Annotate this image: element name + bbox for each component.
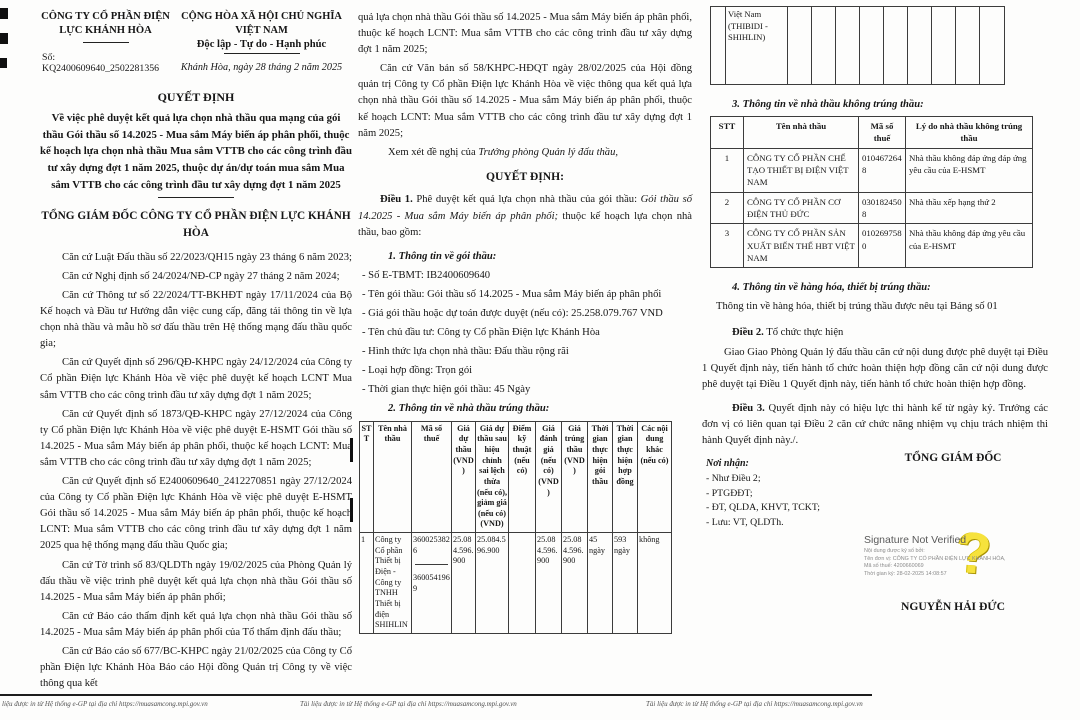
signature-question-mark-icon: ? — [953, 519, 994, 588]
package-info-line: - Tên gói thầu: Gói thầu số 14.2025 - Mua sắm Máy biến áp phân phối — [362, 288, 662, 300]
article-2-label: Điều 2. — [732, 327, 764, 339]
article-3-text: Quyết định này có hiệu lực thi hành kể từ ngày ký. Trưởng các đơn vị có liên quan tại Điều 2 căn cứ chức năng nhiệm vụ chịu trách nhiệm thi hành Quyết định này./. — [702, 402, 1049, 446]
table-header-row — [360, 421, 672, 533]
table-row — [711, 148, 1033, 192]
winning-bidder-table — [359, 421, 672, 634]
col-header: Tên nhà thầu — [744, 117, 859, 149]
cell-contract-duration: 593 ngày — [613, 533, 638, 634]
cell-empty — [980, 7, 1005, 85]
article-3 — [702, 401, 1048, 449]
cell-tax-code: 0102697580 — [859, 224, 906, 268]
cell-evaluated-price: 25.084.596.900 — [536, 533, 562, 634]
cell-stt: 1 — [711, 148, 744, 192]
page-bottom-edge — [0, 694, 872, 696]
col-header: Điểm kỹ thuật (nếu có) — [509, 421, 536, 533]
scan-artifact — [0, 58, 7, 68]
cell-tax-codes — [412, 533, 452, 634]
cell-empty — [836, 7, 860, 85]
cell-tax-code: 0301824508 — [859, 192, 906, 224]
recipients-block — [706, 458, 856, 531]
scan-artifact — [0, 33, 8, 44]
signer-title: TỔNG GIÁM ĐỐC — [904, 452, 1002, 464]
recipient-line: - Như Điều 2; — [706, 473, 761, 484]
consideration-role: Trưởng phòng Quản lý đấu thầu, — [478, 146, 619, 158]
tax-code-2: 3600541969 — [413, 573, 450, 594]
article-1 — [358, 192, 692, 240]
recipient-line: - ĐT, QLDA, KHVT, TCKT; — [706, 502, 821, 514]
package-info-line: - Số E-TBMT: IB2400609640 — [362, 269, 491, 281]
cell-tax-code: 0104672648 — [859, 148, 906, 192]
cell-reason: Nhà thầu không đáp ứng yêu cầu của E-HSMT — [906, 224, 1033, 268]
citation-paragraph: Căn cứ Quyết định số 1873/QĐ-KHPC ngày 27/12/2024 của Công ty Cổ phần Điện lực Khánh Hòa về việc phê duyệt E-HSMT Gói thầu số 14.2025 - Mua sắm Máy biến áp phân phối, thuộc kế hoạch LCNT: Mua sắm VTTB cho các công trình đầu tư xây dựng đợt 1 năm 2025; — [40, 408, 352, 468]
cell-empty — [860, 7, 884, 85]
signature-detail: Thời gian ký: 28-02-2025 14:08:57 — [864, 570, 947, 577]
tax-code-1: 3600253826 — [413, 535, 450, 555]
citation-paragraph: Căn cứ Quyết định số 296/QĐ-KHPC ngày 24/12/2024 của Công ty Cổ phần Điện lực Khánh Hòa về việc phê duyệt kế hoạch LCNT Mua sắm VTTB cho các công trình đầu tư xây dựng đợt 1 năm 2025; — [40, 357, 352, 401]
cell-bidder-name: CÔNG TY CỔ PHẦN SẢN XUẤT BIẾN THẾ HBT VIỆT NAM — [744, 224, 859, 268]
citation-paragraph: Căn cứ Luật Đấu thầu số 22/2023/QH15 ngày 23 tháng 6 năm 2023; — [62, 251, 352, 263]
citation-paragraph: Căn cứ Nghị định số 24/2024/NĐ-CP ngày 27 tháng 2 năm 2024; — [62, 270, 340, 282]
cell-bidder-name: CÔNG TY CỔ PHẦN CHẾ TẠO THIẾT BỊ ĐIỆN VIỆT NAM — [744, 148, 859, 192]
package-info-line: - Loại hợp đồng: Trọn gói — [362, 365, 473, 377]
digital-signature-stamp — [864, 519, 1042, 588]
page-footer: liệu được in từ Hệ thống e-GP tại địa chỉ https://muasamcong.mpi.gov.vn — [2, 700, 208, 708]
cell-stt: 1 — [360, 533, 374, 634]
table-row — [360, 533, 672, 634]
cell-bidder-name: Công ty Cổ phần Thiết bị Điện - Công ty TNHH Thiết bị điện SHIHLIN — [374, 533, 412, 634]
package-info-line: - Thời gian thực hiện gói thầu: 45 Ngày — [362, 384, 531, 396]
section-1-heading: 1. Thông tin về gói thầu: — [388, 250, 497, 262]
citation-paragraph: Căn cứ Báo cáo số 677/BC-KHPC ngày 21/02/2025 của Công ty Cổ phần Điện lực Khánh Hòa Báo cáo Hội đồng Quản trị Công ty về việc thông qua kết — [40, 645, 352, 690]
signature-detail: Nội dung được ký số bởi: — [864, 548, 925, 554]
cell-corrected-price: 25.084.596.900 — [476, 533, 509, 634]
section-3-heading: 3. Thông tin về nhà thầu không trúng thầu: — [732, 99, 924, 110]
signature-status: Signature Not Verified — [864, 534, 967, 546]
signature-detail: Tên đơn vị: CÔNG TY CỔ PHẦN ĐIỆN LỰC KHÁNH HÒA, — [864, 555, 1006, 562]
cell-empty — [711, 7, 726, 85]
cell-empty — [908, 7, 932, 85]
cell-package-duration: 45 ngày — [588, 533, 613, 634]
signature-detail: Mã số thuế: 4200660069 — [864, 563, 924, 570]
article-2-title — [702, 325, 1048, 341]
decide-heading: QUYẾT ĐỊNH: — [485, 169, 565, 183]
page-footer: Tài liệu được in từ Hệ thống e-GP tại địa chỉ https://muasamcong.mpi.gov.vn — [300, 700, 517, 708]
table-row — [711, 192, 1033, 224]
col-header: Mã số thuế — [412, 421, 452, 533]
table-row — [711, 224, 1033, 268]
decision-title: QUYẾT ĐỊNH — [157, 89, 235, 104]
decision-subject: Về việc phê duyệt kết quả lựa chọn nhà thầu qua mạng của gói thầu Gói thầu số 14.2025 - Mua sắm Máy biến áp phân phối, thuộc kế hoạch lựa chọn nhà thầu Mua sắm VTTB cho các công trình đầu tư xây dựng đợt 1 năm 2025, thuộc dự án/dự toán mua sắm Mua sắm VTTB cho các công trình đầu tư xây dựng đợt 1 năm 2025 — [40, 111, 352, 191]
article-3-label: Điều 3. — [732, 402, 765, 414]
cell-stt: 3 — [711, 224, 744, 268]
cell-empty — [884, 7, 908, 85]
col-header: Thời gian thực hiện gói thầu — [588, 421, 613, 533]
col-header: STT — [360, 421, 374, 533]
citation-paragraph: Căn cứ Báo cáo thẩm định kết quả lựa chọn nhà thầu Gói thầu số 14.2025 - Mua sắm Máy biến áp phân phối của Tổ thẩm định đấu thầu; — [40, 610, 352, 638]
cell-bid-price: 25.084.596.900 — [452, 533, 476, 634]
cell-empty — [788, 7, 812, 85]
col-header: Giá trúng thầu (VND) — [562, 421, 588, 533]
signer-name: NGUYỄN HẢI ĐỨC — [901, 600, 1005, 613]
recipient-line: - PTGĐĐT; — [706, 487, 753, 499]
table-header-row — [711, 117, 1033, 149]
consideration-line — [358, 145, 692, 161]
divider — [224, 53, 300, 54]
article-1-label: Điều 1. — [380, 194, 413, 206]
page-footer: Tài liệu được in từ Hệ thống e-GP tại địa chỉ https://muasamcong.mpi.gov.vn — [646, 700, 863, 708]
package-info-line: - Tên chủ đầu tư: Công ty Cổ phần Điện lực Khánh Hòa — [362, 327, 600, 339]
continuation-paragraph: quả lựa chọn nhà thầu Gói thầu số 14.2025 - Mua sắm Máy biến áp phân phối, thuộc kế hoạch LCNT: Mua sắm VTTB cho các công trình đầu tư xây dựng đợt 1 năm 2025; — [358, 12, 692, 56]
unsuccessful-bidders-table — [710, 116, 1033, 268]
cell-empty — [932, 7, 956, 85]
article-1-package-name: Gói thầu số 14.2025 - Mua sắm Máy biến áp phân phối; — [358, 194, 692, 222]
consideration-text: Xem xét đề nghị của — [388, 146, 479, 158]
article-2-body: Giao Giao Phòng Quản lý đấu thầu căn cứ nội dung được phê duyệt tại Điều 1 Quyết định này, tiến hành tổ chức hoàn thiện hợp đồng căn cứ nội dung được phê duyệt tại Điều 1 Quyết định này, tiến hành tổ chức hoàn thiện hợp đồng. — [702, 346, 1048, 390]
col-header: Thời gian thực hiện hợp đồng — [613, 421, 638, 533]
place-and-date: Khánh Hòa, ngày 28 tháng 2 năm 2025 — [180, 62, 343, 74]
page-3 — [702, 0, 1049, 613]
cell-winning-price: 25.084.596.900 — [562, 533, 588, 634]
national-motto-line2: Độc lập - Tự do - Hạnh phúc — [196, 39, 327, 51]
recipient-line: - Lưu: VT, QLDTh. — [706, 517, 784, 529]
section-2-heading: 2. Thông tin về nhà thầu trúng thầu: — [388, 403, 550, 415]
closing-block — [706, 452, 1046, 692]
cell-other: không — [638, 533, 672, 634]
winning-bidder-table-continuation — [710, 6, 1005, 85]
article-1-tail: thuộc kế hoạch lựa chọn nhà thầu, bao gồm: — [358, 210, 692, 238]
page-1 — [40, 0, 352, 695]
cell-reason: Nhà thầu xếp hạng thứ 2 — [906, 192, 1033, 224]
section-4-text: Thông tin về hàng hóa, thiết bị trúng thầu được nêu tại Bảng số 01 — [716, 301, 998, 313]
page-2 — [358, 0, 692, 634]
citation-paragraph: Căn cứ Quyết định số E2400609640_2412270851 ngày 27/12/2024 của Công ty Cổ phần Điện lực Khánh Hòa về việc phê duyệt E-HSMT Gói thầu số 14.2025 - Mua sắm Máy biến áp phân phối, thuộc kế hoạch LCNT: Mua sắm VTTB cho các công trình đầu tư xây dựng đợt 1 năm 2025 qua hệ thống mạng đấu thầu Quốc gia; — [40, 476, 352, 552]
cell-stt: 2 — [711, 192, 744, 224]
citation-paragraph: Căn cứ Tờ trình số 83/QLDTh ngày 19/02/2025 của Phòng Quản lý đấu thầu về việc trình phê duyệt kết quả lựa chọn nhà thầu Gói thầu số 14.2025 - Mua sắm Máy biến áp phân phối; — [40, 559, 352, 603]
article-2-title-text: Tổ chức thực hiện — [763, 327, 844, 339]
table-row — [711, 7, 1005, 85]
col-header: Giá đánh giá (nếu có) (VND) — [536, 421, 562, 533]
document-number: Số: KQ2400609640_2502281356 — [42, 51, 160, 74]
divider — [415, 564, 448, 565]
cell-empty — [956, 7, 980, 85]
scan-artifact — [0, 8, 8, 19]
recipients-heading: Nơi nhận: — [706, 458, 749, 469]
col-header: Giá dự thầu (VND) — [452, 421, 476, 533]
col-header: Giá dự thầu sau hiệu chỉnh sai lệch thừa (nếu có), giảm giá (nếu có) (VND) — [476, 421, 509, 533]
package-info-line: - Giá gói thầu hoặc dự toán được duyệt (nếu có): 25.258.079.767 VND — [362, 308, 663, 320]
issuing-org-name: CÔNG TY CỔ PHẦN ĐIỆN LỰC KHÁNH HÒA — [41, 11, 170, 37]
national-motto-line1: CỘNG HÒA XÃ HỘI CHỦ NGHĨA VIỆT NAM — [181, 11, 342, 37]
col-header: Các nội dung khác (nếu có) — [638, 421, 672, 533]
col-header: Lý do nhà thầu không trúng thầu — [906, 117, 1033, 149]
section-4-heading: 4. Thông tin về hàng hóa, thiết bị trúng thầu: — [732, 282, 931, 294]
col-header: STT — [711, 117, 744, 149]
col-header: Tên nhà thầu — [374, 421, 412, 533]
cell-empty — [812, 7, 836, 85]
cell-reason: Nhà thầu không đáp ứng đáp ứng yêu cầu của E-HSMT — [906, 148, 1033, 192]
document-header — [40, 10, 352, 74]
divider — [83, 42, 129, 43]
cell-bidder-name-continuation: Việt Nam (THIBIDI - SHIHLIN) — [726, 7, 788, 85]
citation-paragraph: Căn cứ Thông tư số 22/2024/TT-BKHĐT ngày 17/11/2024 của Bộ Kế hoạch và Đầu tư Hướng dẫn việc cung cấp, đăng tải thông tin về lựa chọn nhà thầu và mẫu hồ sơ đấu thầu trên Hệ thống mạng đấu thầu quốc gia; — [40, 290, 352, 350]
divider — [158, 197, 234, 198]
article-1-text: Phê duyệt kết quả lựa chọn nhà thầu của gói thầu: — [412, 194, 641, 206]
cell-bidder-name: CÔNG TY CỔ PHẦN CƠ ĐIỆN THỦ ĐỨC — [744, 192, 859, 224]
package-info-line: - Hình thức lựa chọn nhà thầu: Đấu thầu rộng rãi — [362, 346, 569, 358]
issuer-heading: TỔNG GIÁM ĐỐC CÔNG TY CỔ PHẦN ĐIỆN LỰC KHÁNH HÒA — [41, 209, 351, 239]
cell-tech-score — [509, 533, 536, 634]
citation-paragraph: Căn cứ Văn bản số 58/KHPC-HĐQT ngày 28/02/2025 của Hội đồng quản trị Công ty Cổ phần Điện lực Khánh Hòa về việc thông qua kết quả lựa chọn nhà thầu Gói thầu số 14.2025 - Mua sắm Máy biến áp phân phối, thuộc kế hoạch LCNT: Mua sắm VTTB cho các công trình đầu tư xây dựng đợt 1 năm 2025; — [358, 63, 692, 139]
col-header: Mã số thuế — [859, 117, 906, 149]
